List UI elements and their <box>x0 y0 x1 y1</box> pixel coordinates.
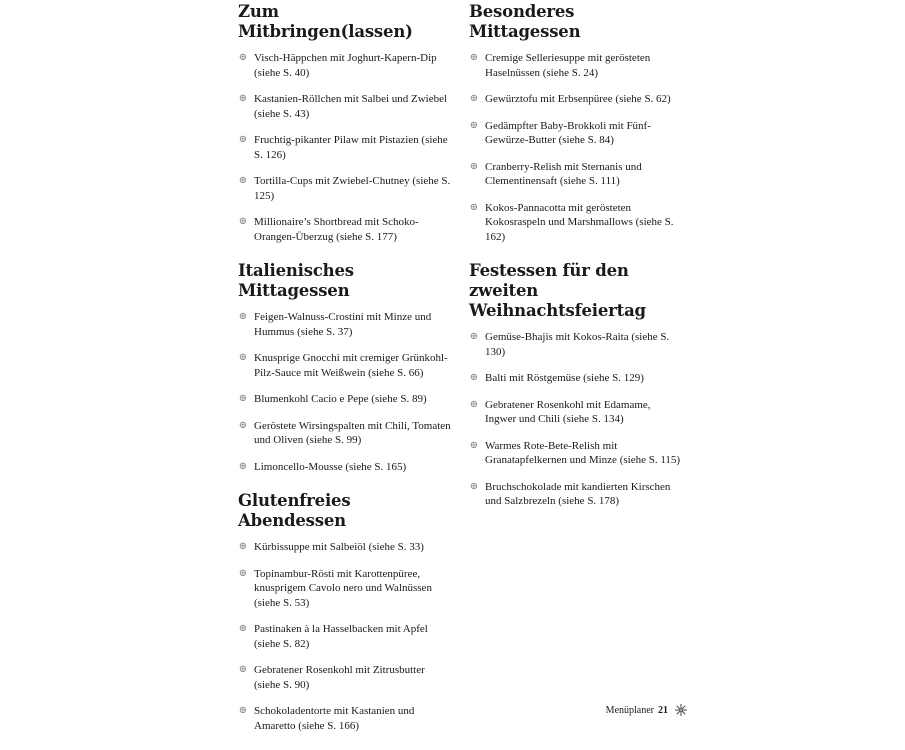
menu-item <box>469 51 684 80</box>
menu-item <box>238 92 453 121</box>
menu-item-text: Visch-Häppchen mit Joghurt-Kapern-Dip (siehe S. 40) <box>254 52 437 79</box>
bullet-icon: ⊕ <box>238 216 248 227</box>
bullet-icon: ⊕ <box>469 439 479 451</box>
menu-item-list <box>238 310 453 474</box>
menu-section-besonderes-mittagessen <box>469 2 684 244</box>
bullet-icon: ⊕ <box>469 160 479 172</box>
bullet-icon: ⊕ <box>238 623 248 634</box>
menu-item-text: Gebratener Rosenkohl mit Zitrusbutter (siehe S. 90) <box>254 664 425 691</box>
menu-item <box>238 310 453 339</box>
menu-item-text: Feigen-Walnuss-Crostini mit Minze und Hummus (siehe S. 37) <box>254 311 432 338</box>
bullet-icon: ⊕ <box>469 398 479 410</box>
menu-item-text: Topinambur-Rösti mit Karottenpüree, knusprigem Cavolo nero und Walnüssen (siehe S. 53) <box>254 567 432 609</box>
menu-item-text: Gedämpfter Baby-Brokkoli mit Fünf-Gewürze-Butter (siehe S. 84) <box>485 119 651 146</box>
menu-item <box>469 371 684 386</box>
section-title: Glutenfreies Abendessen <box>238 491 351 530</box>
menu-item <box>469 330 684 359</box>
section-title: Besonderes Mittagessen <box>469 2 581 41</box>
page-number: 21 <box>658 705 668 716</box>
menu-item-list <box>238 51 453 244</box>
menu-item-text: Fruchtig-pikanter Pilaw mit Pistazien (siehe S. 126) <box>254 134 448 161</box>
menu-item <box>469 398 684 427</box>
menu-item-text: Gemüse-Bhajis mit Kokos-Raita (siehe S. 130) <box>485 331 670 358</box>
menu-item <box>238 215 453 244</box>
menu-item <box>469 119 684 148</box>
bullet-icon: ⊕ <box>469 331 479 342</box>
menu-item-text: Schokoladentorte mit Kastanien und Amaretto (siehe S. 166) <box>254 705 415 732</box>
menu-item <box>469 160 684 189</box>
menu-item-text: Millionaire’s Shortbread mit Schoko-Orangen-Überzug (siehe S. 177) <box>254 216 419 243</box>
menu-item-list <box>469 51 684 244</box>
menu-item-text: Tortilla-Cups mit Zwiebel-Chutney (siehe S. 125) <box>254 175 451 202</box>
left-column <box>238 0 453 750</box>
section-title: Italienisches Mittagessen <box>238 261 354 300</box>
menu-section-glutenfreies-abendessen <box>238 491 453 733</box>
bullet-icon: ⊕ <box>469 52 479 63</box>
menu-item <box>238 51 453 80</box>
bullet-icon: ⊕ <box>238 175 248 186</box>
menu-item-text: Kastanien-Röllchen mit Salbei und Zwiebel (siehe S. 43) <box>254 93 448 120</box>
bullet-icon: ⊕ <box>238 52 248 63</box>
bullet-icon: ⊕ <box>238 705 248 716</box>
menu-item-text: Kokos-Pannacotta mit gerösteten Kokosraspeln und Marshmallows (siehe S. 162) <box>485 201 674 243</box>
bullet-icon: ⊕ <box>238 664 248 675</box>
bullet-icon: ⊕ <box>469 119 479 131</box>
menu-item-list <box>238 540 453 733</box>
menu-item <box>469 439 684 468</box>
menu-item-text: Kürbissuppe mit Salbeiöl (siehe S. 33) <box>254 541 424 553</box>
bullet-icon: ⊕ <box>238 311 248 322</box>
menu-item-text: Geröstete Wirsingspalten mit Chili, Tomaten und Oliven (siehe S. 99) <box>254 419 451 446</box>
right-column <box>469 0 684 526</box>
menu-item-list <box>469 330 684 509</box>
menu-item-text: Knusprige Gnocchi mit cremiger Grünkohl-Pilz-Sauce mit Weißwein (siehe S. 66) <box>254 352 448 379</box>
bullet-icon: ⊕ <box>238 93 248 104</box>
menu-item-text: Warmes Rote-Bete-Relish mit Granatapfelkernen und Minze (siehe S. 115) <box>485 439 681 466</box>
menu-item <box>238 567 453 611</box>
menu-item <box>238 460 453 475</box>
menu-item <box>238 663 453 692</box>
menu-item-text: Cremige Selleriesuppe mit gerösteten Haselnüssen (siehe S. 24) <box>485 52 651 79</box>
bullet-icon: ⊕ <box>238 393 248 404</box>
menu-item <box>238 622 453 651</box>
bullet-icon: ⊕ <box>469 372 479 383</box>
menu-item-text: Bruchschokolade mit kandierten Kirschen und Salzbrezeln (siehe S. 178) <box>485 480 671 507</box>
menu-item <box>238 174 453 203</box>
bullet-icon: ⊕ <box>238 541 248 552</box>
section-title: Festessen für den zweiten Weihnachtsfeiertag <box>469 261 646 320</box>
menu-item-text: Balti mit Röstgemüse (siehe S. 129) <box>485 372 644 384</box>
menu-item-text: Pastinaken à la Hasselbacken mit Apfel (siehe S. 82) <box>254 623 428 650</box>
section-title: Zum Mitbringen(lassen) <box>238 2 413 41</box>
bullet-icon: ⊕ <box>238 567 248 579</box>
bullet-icon: ⊕ <box>469 201 479 213</box>
menu-item-text: Gebratener Rosenkohl mit Edamame, Ingwer und Chili (siehe S. 134) <box>485 398 651 425</box>
menu-item <box>469 92 684 107</box>
bullet-icon: ⊕ <box>469 480 479 492</box>
menu-item-text: Limoncello-Mousse (siehe S. 165) <box>254 460 407 473</box>
page-footer <box>606 705 668 717</box>
menu-item <box>238 704 453 733</box>
menu-item <box>238 392 453 407</box>
bullet-icon: ⊕ <box>238 419 248 431</box>
bullet-icon: ⊕ <box>238 134 248 145</box>
menu-item <box>238 133 453 162</box>
menu-section-zum-mitbringen-lassen <box>238 2 453 244</box>
menu-item <box>238 419 453 448</box>
menu-item <box>469 201 684 245</box>
menu-item <box>469 480 684 509</box>
menu-item-text: Gewürztofu mit Erbsenpüree (siehe S. 62) <box>485 93 671 105</box>
menu-section-italienisches-mittagessen <box>238 261 453 474</box>
menu-item <box>238 540 453 555</box>
menu-item <box>238 351 453 380</box>
bullet-icon: ⊕ <box>238 352 248 363</box>
footer-label: Menüplaner <box>605 705 654 716</box>
bullet-icon: ⊕ <box>469 93 479 104</box>
menu-item-text: Blumenkohl Cacio e Pepe (siehe S. 89) <box>254 393 427 405</box>
snowflake-icon <box>674 703 688 717</box>
menu-item-text: Cranberry-Relish mit Sternanis und Clementinensaft (siehe S. 111) <box>485 160 642 187</box>
menu-section-festessen-fuer-den-zweiten-weihnachtsfeiertag <box>469 261 684 509</box>
bullet-icon: ⊕ <box>238 460 248 472</box>
